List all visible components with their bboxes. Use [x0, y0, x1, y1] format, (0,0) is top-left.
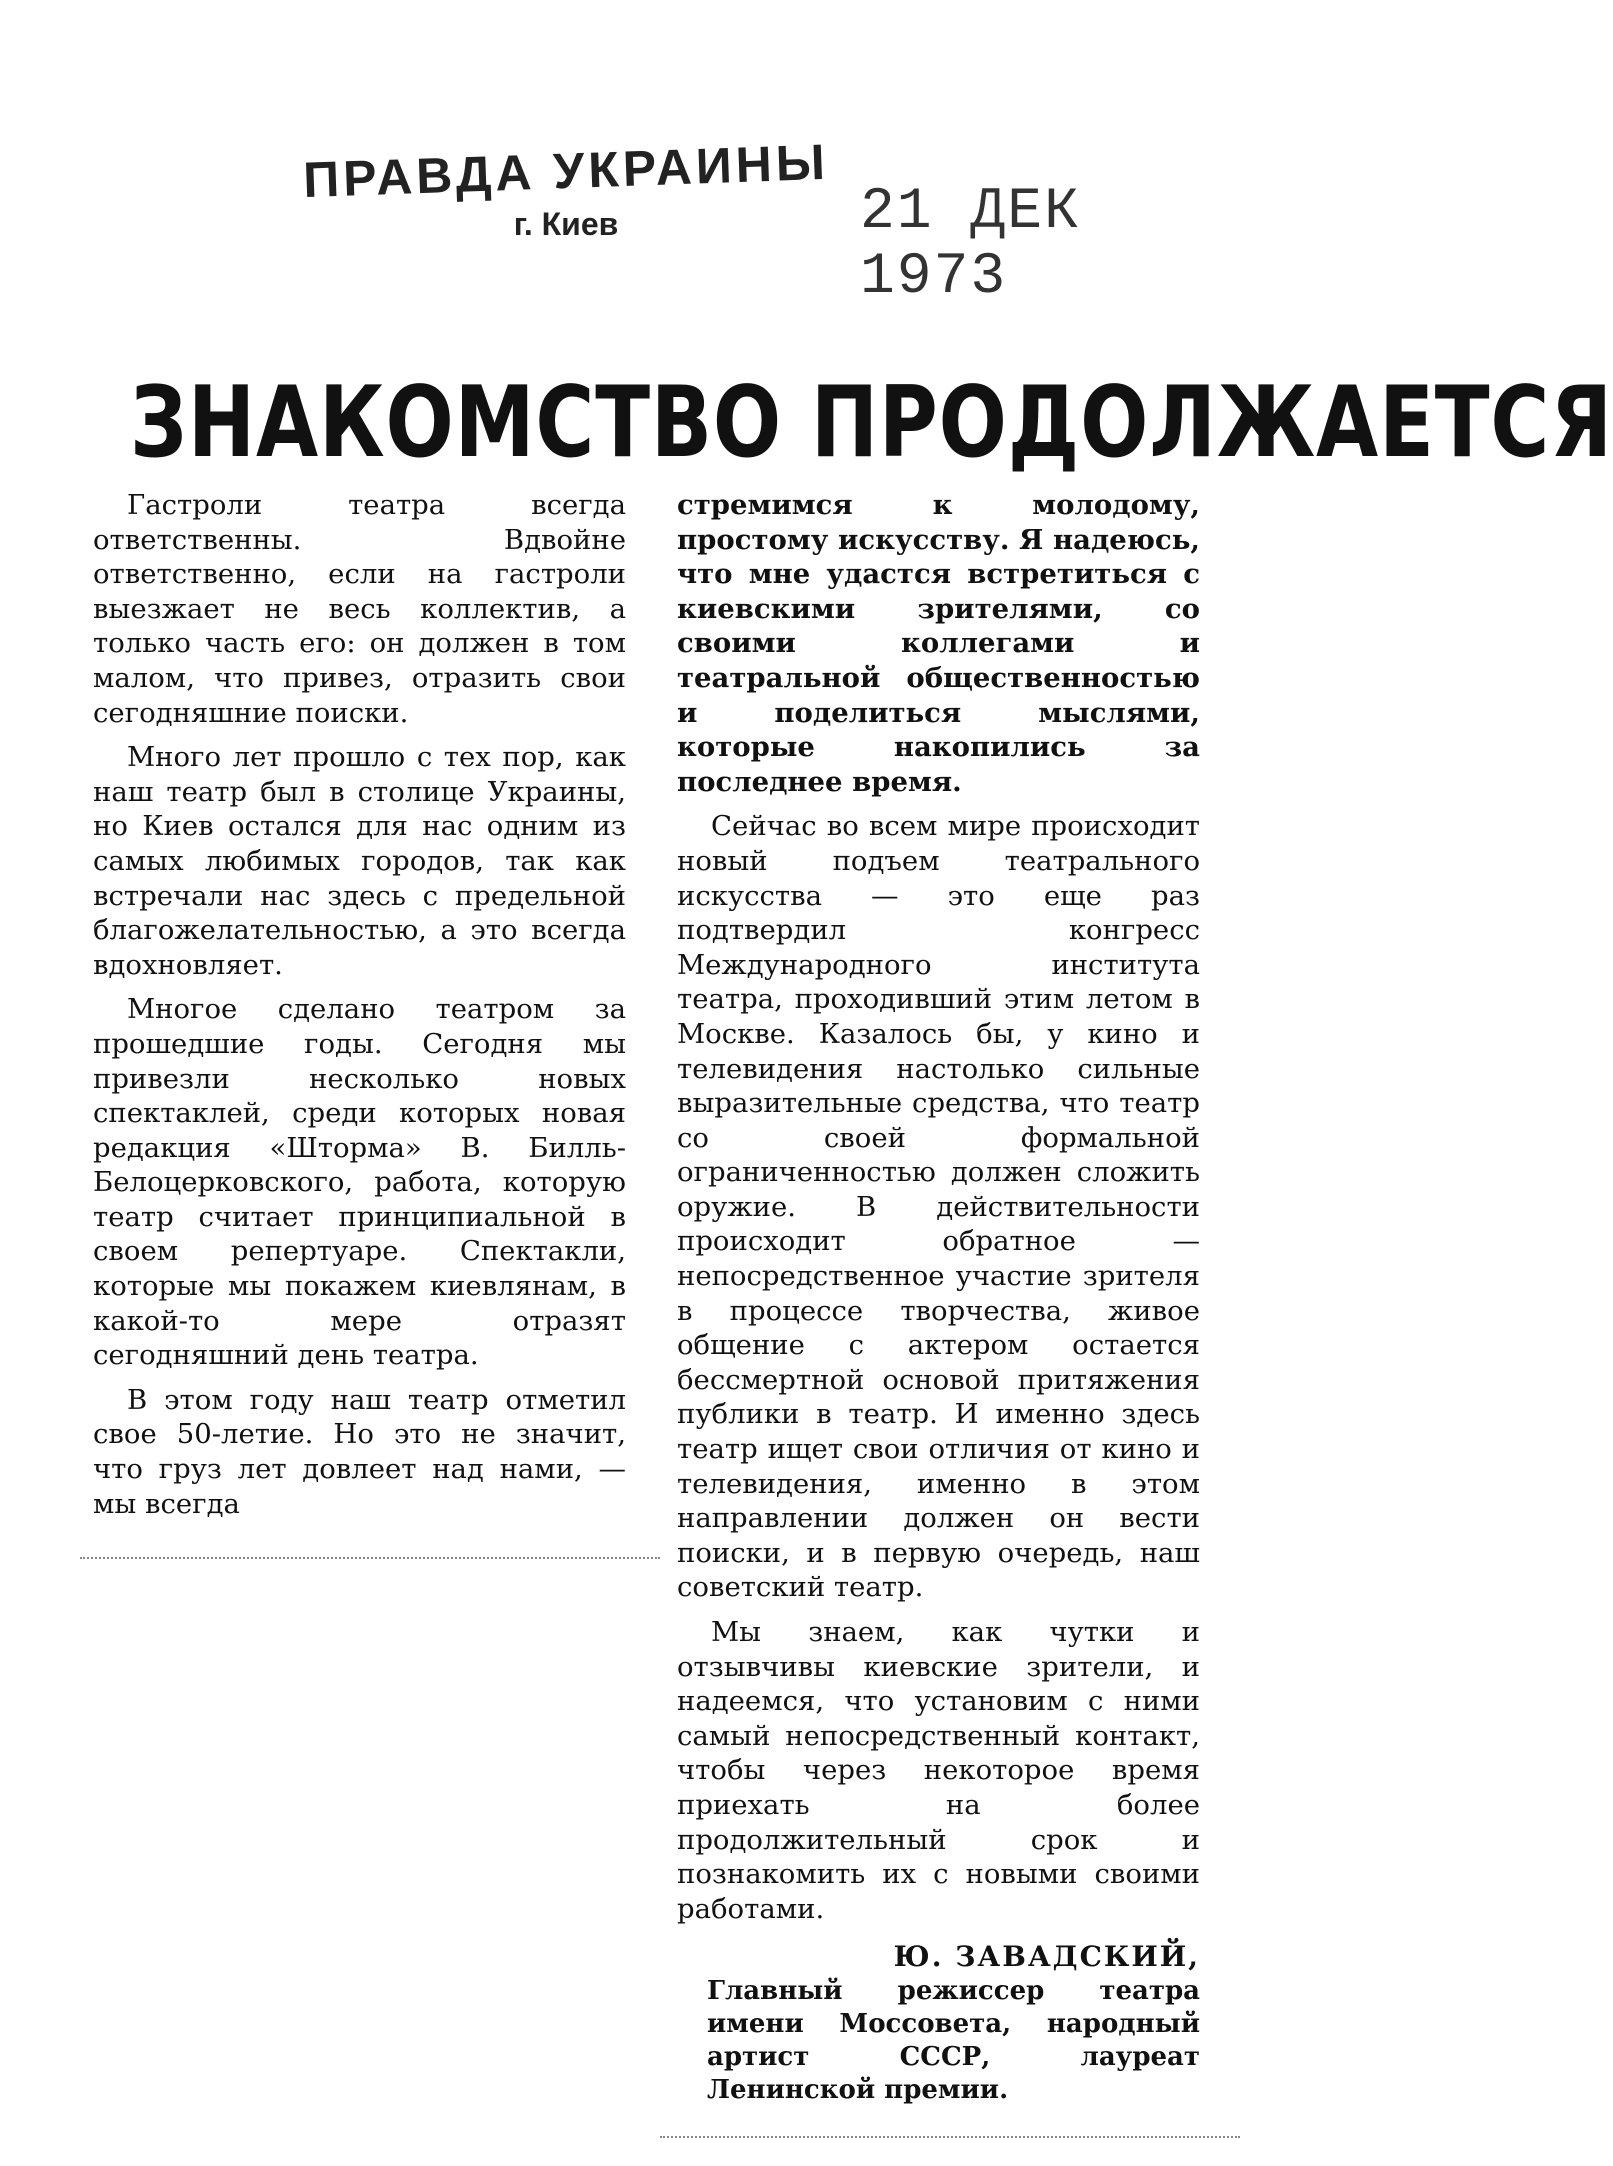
article-headline: ЗНАКОМСТВО ПРОДОЛЖАЕТСЯ — [130, 366, 1613, 480]
article-paragraph: В этом году наш театр отметил свое 50-летие. Но это не значит, что груз лет довлеет над нами, — мы всегда — [93, 1383, 626, 1520]
column-divider — [80, 1557, 660, 1559]
article-paragraph-continued: стремимся к молодому, простому искусству. Я надеюсь, что мне удастся встретиться с киевскими зрителями, со своими коллегами и театральной общественностью и поделиться мыслями, которые накопились за последнее время. — [677, 489, 1200, 798]
article-paragraph: Гастроли театра всегда ответственны. Вдвойне ответственно, если на гастроли выезжает не весь коллектив, а только часть его: он должен в том малом, что привез, отразить свои сегодняшние поиски. — [93, 489, 626, 729]
article-paragraph: Много лет прошло с тех пор, как наш театр был в столице Украины, но Киев остался для нас одним из самых любимых городов, так как встречали нас здесь с предельной благожелательностью, а это всегда вдохновляет. — [93, 741, 626, 981]
date-stamp: 21 ДЕК 1973 — [860, 180, 1081, 310]
author-signature: Ю. ЗАВАДСКИЙ, — [893, 1940, 1200, 1974]
newspaper-city: г. Киев — [513, 206, 619, 242]
author-title: Главный режиссер театра имени Моссовета, народный артист СССР, лауреат Ленинской премии. — [707, 1975, 1200, 2105]
newspaper-name: ПРАВДА УКРАИНЫ — [302, 133, 830, 209]
bottom-divider — [660, 2136, 1240, 2138]
article-paragraph: Мы знаем, как чутки и отзывчивы киевские зрители, и надеемся, что установим с ними самый непосредственный контакт, чтобы через некоторое время приехать на более продолжительный срок и познакомить их с новыми своими работами. — [677, 1616, 1200, 1925]
article-column-left — [93, 488, 626, 1521]
newspaper-stamp — [296, 133, 836, 243]
article-paragraph: Сейчас во всем мире происходит новый подъем театрального искусства — это еще раз подтвердил конгресс Международного института театра, проходивший этим летом в Москве. Казалось бы, у кино и телевидения настолько сильные выразительные средства, что театр со своей формальной ограниченностью должен сложить оружие. В действительности происходит обратное — непосредственное участие зрителя в процессе творчества, живое общение с актером остается бессмертной основой притяжения публики в театр. И именно здесь театр ищет свои отличия от кино и телевидения, именно в этом направлении должен он вести поиски, и в первую очередь, наш советский театр. — [677, 810, 1200, 1604]
article-paragraph: Многое сделано театром за прошедшие годы. Сегодня мы привезли несколько новых спектаклей, среди которых новая редакция «Шторма» В. Билль-Белоцерковского, работа, которую театр считает принципиальной в своем репертуаре. Спектакли, которые мы покажем киевлянам, в какой-то мере отразят сегодняшний день театра. — [93, 993, 626, 1372]
article-column-right — [677, 488, 1200, 2107]
